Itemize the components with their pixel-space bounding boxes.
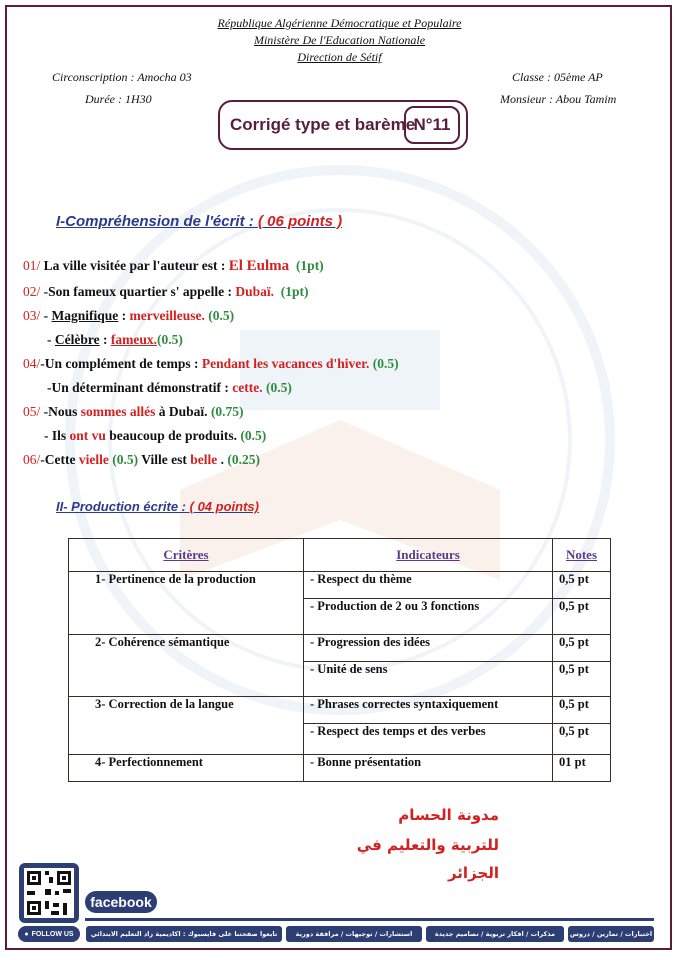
note-1a: 0,5 pt [553, 572, 611, 599]
note-1b: 0,5 pt [553, 599, 611, 635]
answer-04a-question: -Un complément de temps : [40, 356, 202, 371]
answer-04-number: 04/ [23, 356, 41, 371]
page-title: Corrigé type et barème [230, 115, 416, 134]
answer-02-answer: Dubaï. [235, 284, 275, 299]
answer-06 [23, 452, 260, 468]
table-row [69, 572, 611, 599]
indicator-1b: - Production de 2 ou 3 fonctions [304, 599, 553, 635]
footer-divider [85, 918, 654, 921]
classe: Classe : 05ème AP [512, 70, 603, 84]
answer-05a [23, 404, 244, 420]
answer-05a-post: à Dubaï. [155, 404, 211, 419]
answer-03-number: 03/ [23, 308, 41, 323]
footer-tag-follow-page: تابعوا صفحتنا على فايسبوك : اكاديمية زاد التعليم الابتدائي [86, 926, 282, 942]
section-production-label: II- Production écrite : [56, 499, 190, 514]
answer-02-question: -Son fameux quartier s' appelle : [40, 284, 236, 299]
header-notes: Notes [553, 539, 611, 572]
indicator-2b: - Unité de sens [304, 662, 553, 697]
header-indicateurs: Indicateurs [304, 539, 553, 572]
footer-tag-tests: اختبارات / تمارين / دروس [568, 926, 654, 942]
blog-name-line2: للتربية والتعليم في [356, 836, 499, 854]
answer-01-points: (1pt) [295, 258, 324, 273]
answer-03b-dash: - [47, 332, 55, 347]
answer-05-number: 05/ [23, 404, 41, 419]
indicator-4a: - Bonne présentation [304, 755, 553, 782]
table-row [69, 755, 611, 782]
criterion-3: 3- Correction de la langue [69, 697, 304, 755]
answer-04b-answer: cette. [232, 380, 263, 395]
answer-06-answer-2: belle [190, 452, 218, 467]
answer-05a-pre: -Nous [40, 404, 81, 419]
answer-03b [47, 332, 183, 348]
answer-04b [47, 380, 292, 396]
section-comprehension-points: ( 06 points ) [257, 213, 343, 230]
answer-04a-answer: Pendant les vacances d'hiver. [201, 356, 370, 371]
header-ministry [0, 33, 679, 48]
answer-04b-question: -Un déterminant démonstratif : [47, 380, 233, 395]
answer-05b-answer: ont vu [69, 428, 106, 443]
header-ministry-text: Ministère De l'Education Nationale [253, 33, 426, 47]
criterion-4: 4- Perfectionnement [69, 755, 304, 782]
qr-code-icon[interactable] [19, 863, 79, 923]
answer-03a-dash: - [40, 308, 52, 323]
answer-05b-pre: - Ils [44, 428, 70, 443]
answer-05a-points: (0.75) [210, 404, 244, 419]
blog-name-line3: الجزائر [447, 864, 499, 882]
title-box [218, 100, 468, 150]
answer-06-points-2: (0.25) [227, 452, 260, 467]
indicator-3a: - Phrases correctes syntaxiquement [304, 697, 553, 724]
indicator-3b: - Respect des temps et des verbes [304, 724, 553, 755]
note-4a: 01 pt [553, 755, 611, 782]
answer-03b-points: (0.5) [156, 332, 183, 347]
answer-02 [23, 284, 309, 300]
grading-table [68, 538, 611, 782]
answer-04a-points: (0.5) [372, 356, 399, 371]
criterion-2: 2- Cohérence sémantique [69, 635, 304, 697]
answer-05b [44, 428, 266, 444]
footer-tag-consulting: استشارات / توجيهات / مرافقة دورية [286, 926, 422, 942]
table-row [69, 697, 611, 724]
table-row [69, 635, 611, 662]
answer-03a [23, 308, 234, 324]
answer-06-number: 06/ [23, 452, 41, 467]
section-production-points: ( 04 points) [189, 499, 259, 514]
answer-05a-answer: sommes allés [80, 404, 156, 419]
answer-01-question: La ville visitée par l'auteur est : [40, 258, 229, 273]
answer-06-mid: Ville est [138, 452, 191, 467]
note-2a: 0,5 pt [553, 635, 611, 662]
answer-03a-sep: : [118, 308, 130, 323]
facebook-button[interactable]: facebook [85, 891, 157, 913]
answer-03b-word: Célèbre [54, 332, 100, 347]
answer-05b-post: beaucoup de produits. [105, 428, 241, 443]
note-3b: 0,5 pt [553, 724, 611, 755]
header-direction-text: Direction de Sétif [297, 50, 382, 64]
follow-us-label: FOLLOW US [31, 930, 74, 938]
answer-04a [23, 356, 399, 372]
section-comprehension-label: I-Compréhension de l'écrit : [56, 213, 258, 230]
duree: Durée : 1H30 [85, 92, 152, 106]
table-header-row [69, 539, 611, 572]
monsieur: Monsieur : Abou Tamim [500, 92, 617, 106]
criterion-1: 1- Pertinence de la production [69, 572, 304, 635]
footer-tag-notes: مذكرات / افكار تربوية / تصاميم جديدة [426, 926, 564, 942]
facebook-icon: ● [24, 930, 29, 938]
answer-05b-points: (0.5) [240, 428, 267, 443]
answer-03a-word: Magnifique [51, 308, 119, 323]
follow-us-button[interactable] [18, 926, 80, 942]
header-criteres: Critères [69, 539, 304, 572]
circonscription: Circonscription : Amocha 03 [52, 70, 192, 84]
header-direction [0, 50, 679, 65]
answer-02-points: (1pt) [280, 284, 309, 299]
answer-06-answer: vielle [78, 452, 109, 467]
indicator-2a: - Progression des idées [304, 635, 553, 662]
note-2b: 0,5 pt [553, 662, 611, 697]
answer-03b-sep: : [99, 332, 111, 347]
header-republic [0, 16, 679, 31]
note-3a: 0,5 pt [553, 697, 611, 724]
answer-06-pre: -Cette [40, 452, 79, 467]
title-number: N°11 [404, 106, 460, 144]
answer-06-dot: . [217, 452, 228, 467]
blog-name-line1: مدونة الحسام [398, 806, 499, 824]
indicator-1a: - Respect du thème [304, 572, 553, 599]
answer-01-answer: El Eulma [228, 258, 290, 274]
section-production-heading [56, 499, 259, 514]
answer-03b-answer: fameux. [110, 332, 157, 347]
answer-03a-points: (0.5) [208, 308, 235, 323]
answer-01 [23, 258, 324, 275]
answer-04b-points: (0.5) [265, 380, 292, 395]
section-comprehension-heading [56, 213, 342, 230]
answer-06-points-1: (0.5) [112, 452, 139, 467]
answer-01-number: 01/ [23, 258, 41, 273]
answer-02-number: 02/ [23, 284, 41, 299]
answer-03a-answer: merveilleuse. [129, 308, 205, 323]
header-republic-text: République Algérienne Démocratique et Populaire [217, 16, 462, 30]
